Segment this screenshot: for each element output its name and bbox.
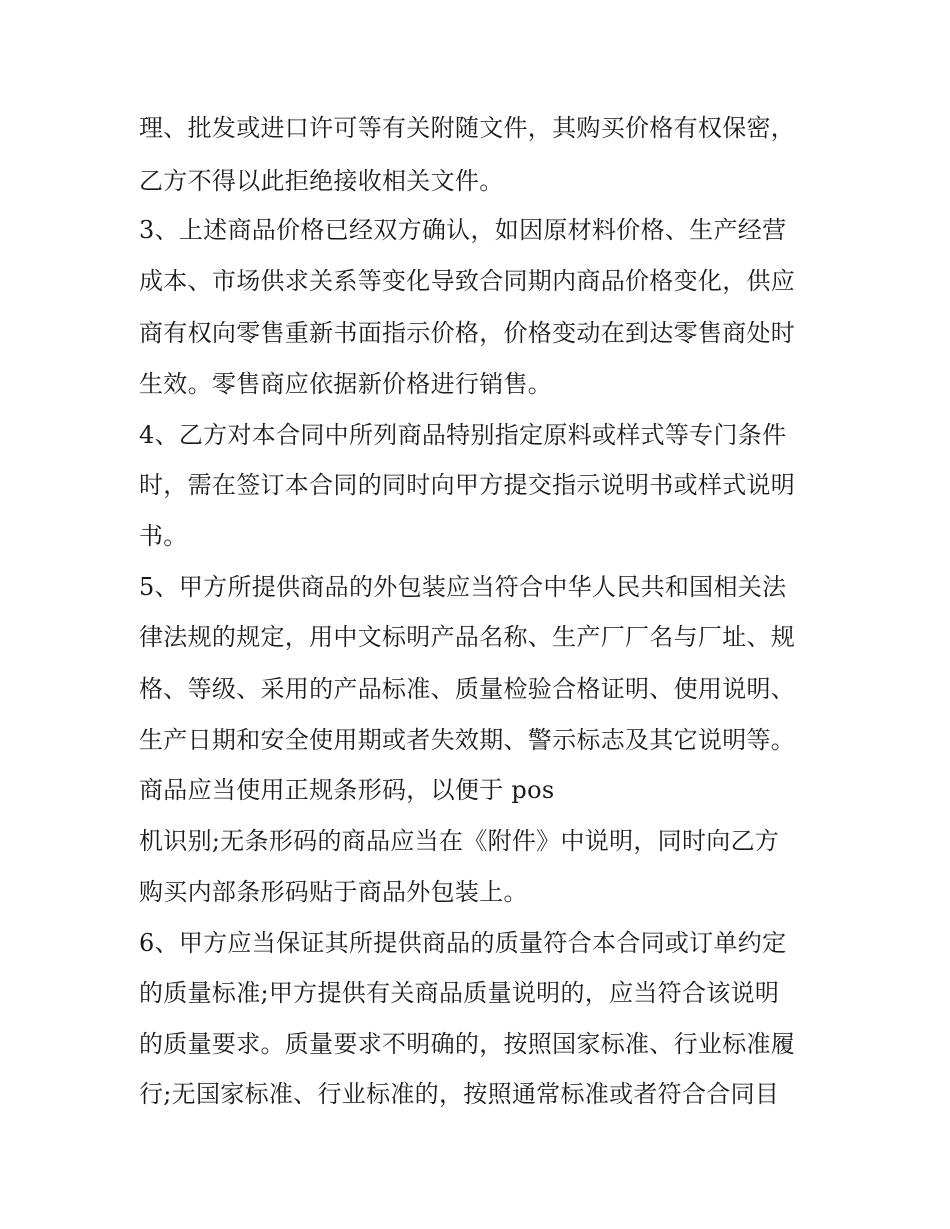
text-line: 3、上述商品价格已经双方确认，如因原材料价格、生产经营 [139, 216, 787, 244]
text-line: 理、批发或进口许可等有关附随文件，其购买价格有权保密， [139, 114, 796, 142]
text-line: 4、乙方对本合同中所列商品特别指定原料或样式等专门条件 [139, 421, 787, 449]
text-line: 成本、市场供求关系等变化导致合同期内商品价格变化，供应 [139, 267, 796, 295]
text-line: 5、甲方所提供商品的外包装应当符合中华人民共和国相关法 [139, 573, 787, 601]
text-line: 时，需在签订本合同的同时向甲方提交指示说明书或样式说明 [139, 471, 796, 499]
text-line: 律法规的规定，用中文标明产品名称、生产厂厂名与厂址、规 [139, 623, 796, 651]
text-line: 格、等级、采用的产品标准、质量检验合格证明、使用说明、 [139, 675, 796, 703]
text-line: 行;无国家标准、行业标准的，按照通常标准或者符合合同目 [139, 1080, 780, 1108]
text-line: 书。 [139, 522, 188, 550]
text-line: 商有权向零售重新书面指示价格，价格变动在到达零售商处时 [139, 319, 796, 347]
text-line: 的质量要求。质量要求不明确的，按照国家标准、行业标准履 [139, 1030, 796, 1058]
text-line: 购买内部条形码贴于商品外包装上。 [139, 878, 528, 906]
text-line: 的质量标准;甲方提供有关商品质量说明的，应当符合该说明 [139, 979, 780, 1007]
text-line: 生效。零售商应依据新价格进行销售。 [139, 370, 553, 398]
text-line: 商品应当使用正规条形码，以便于 pos [139, 776, 555, 804]
text-line: 生产日期和安全使用期或者失效期、警示标志及其它说明等。 [139, 726, 796, 754]
text-line: 机识别;无条形码的商品应当在《附件》中说明，同时向乙方 [139, 827, 780, 855]
text-line: 乙方不得以此拒绝接收相关文件。 [139, 167, 504, 195]
text-line: 6、甲方应当保证其所提供商品的质量符合本合同或订单约定 [139, 929, 787, 957]
